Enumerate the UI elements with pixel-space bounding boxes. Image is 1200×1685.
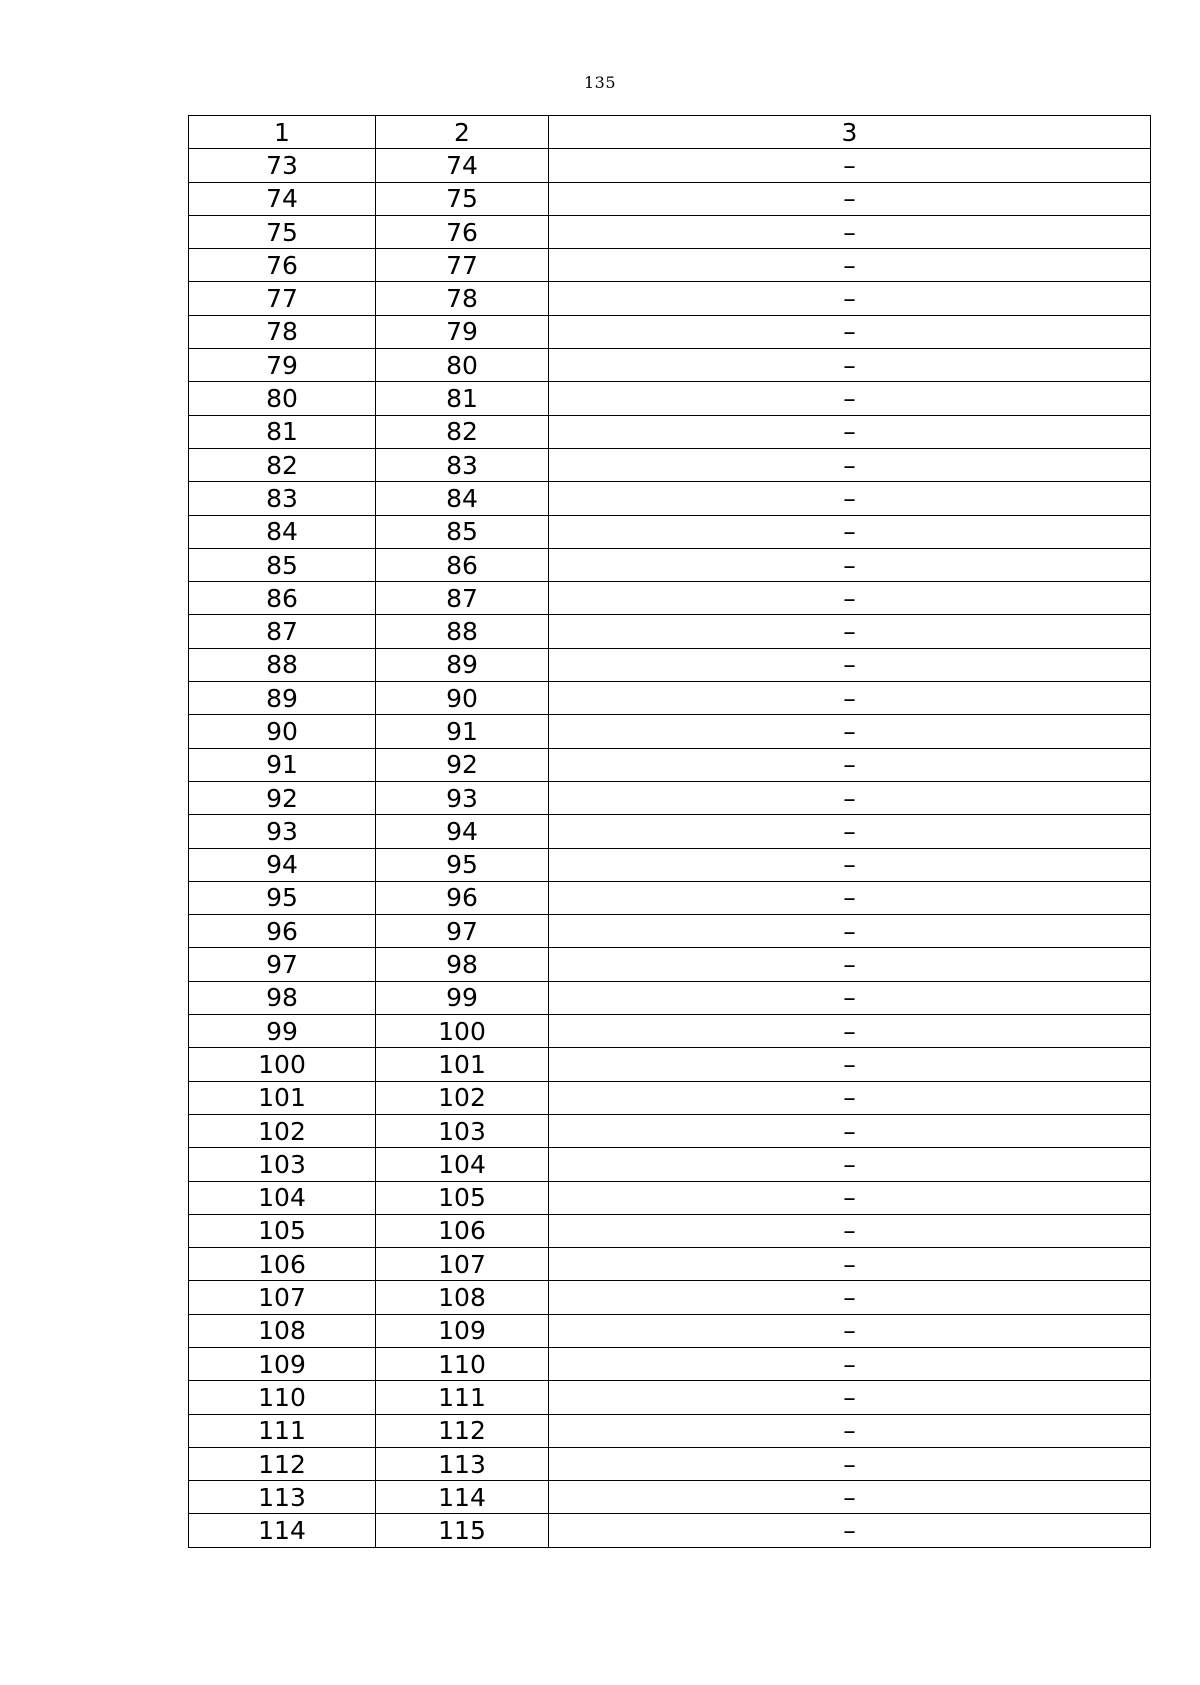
table-cell-col-3: – — [549, 1015, 1151, 1048]
table-cell-col-3: – — [549, 1447, 1151, 1480]
table-row — [189, 748, 1151, 781]
table-cell-col-3: – — [549, 682, 1151, 715]
table-cell-col-1: 86 — [189, 582, 376, 615]
table-row — [189, 1181, 1151, 1214]
header-cell-col-3: 3 — [549, 116, 1151, 149]
table-cell-col-3: – — [549, 249, 1151, 282]
table-row — [189, 249, 1151, 282]
table-row — [189, 1048, 1151, 1081]
table-cell-col-2: 111 — [376, 1381, 549, 1414]
table-cell-col-1: 75 — [189, 215, 376, 248]
table-cell-col-3: – — [549, 515, 1151, 548]
table-cell-col-3: – — [549, 848, 1151, 881]
table-row — [189, 415, 1151, 448]
table-cell-col-3: – — [549, 881, 1151, 914]
table-cell-col-3: – — [549, 615, 1151, 648]
table-cell-col-2: 78 — [376, 282, 549, 315]
table-cell-col-1: 111 — [189, 1414, 376, 1447]
table-row — [189, 1281, 1151, 1314]
table-row — [189, 382, 1151, 415]
page-number: 135 — [583, 73, 617, 92]
table-cell-col-3: – — [549, 282, 1151, 315]
table-cell-col-3: – — [549, 1081, 1151, 1114]
table-cell-col-3: – — [549, 815, 1151, 848]
table-cell-col-1: 98 — [189, 981, 376, 1014]
table-cell-col-1: 74 — [189, 182, 376, 215]
table-cell-col-3: – — [549, 482, 1151, 515]
table-cell-col-3: – — [549, 415, 1151, 448]
table-row — [189, 915, 1151, 948]
table-cell-col-3: – — [549, 1214, 1151, 1247]
table-cell-col-1: 109 — [189, 1347, 376, 1380]
table-cell-col-2: 91 — [376, 715, 549, 748]
table-row — [189, 682, 1151, 715]
table-row — [189, 815, 1151, 848]
table-cell-col-2: 110 — [376, 1347, 549, 1380]
table-cell-col-3: – — [549, 215, 1151, 248]
table-cell-col-2: 97 — [376, 915, 549, 948]
table-row — [189, 1248, 1151, 1281]
table-cell-col-2: 104 — [376, 1148, 549, 1181]
table-row — [189, 1481, 1151, 1514]
table-row — [189, 215, 1151, 248]
table-cell-col-1: 89 — [189, 682, 376, 715]
table-cell-col-2: 107 — [376, 1248, 549, 1281]
table-cell-col-2: 99 — [376, 981, 549, 1014]
table-cell-col-2: 114 — [376, 1481, 549, 1514]
table-cell-col-2: 75 — [376, 182, 549, 215]
table-cell-col-1: 80 — [189, 382, 376, 415]
table-cell-col-1: 82 — [189, 448, 376, 481]
table-cell-col-2: 86 — [376, 548, 549, 581]
table-cell-col-3: – — [549, 1414, 1151, 1447]
table-cell-col-1: 107 — [189, 1281, 376, 1314]
table-cell-col-1: 106 — [189, 1248, 376, 1281]
table-cell-col-2: 93 — [376, 781, 549, 814]
table-cell-col-1: 88 — [189, 648, 376, 681]
table-cell-col-3: – — [549, 1048, 1151, 1081]
table-cell-col-3: – — [549, 748, 1151, 781]
table-cell-col-3: – — [549, 1481, 1151, 1514]
table-cell-col-1: 87 — [189, 615, 376, 648]
table-cell-col-1: 85 — [189, 548, 376, 581]
table-row — [189, 482, 1151, 515]
table-cell-col-1: 92 — [189, 781, 376, 814]
table-cell-col-3: – — [549, 1314, 1151, 1347]
table-cell-col-2: 80 — [376, 349, 549, 382]
table-cell-col-3: – — [549, 1148, 1151, 1181]
table-row — [189, 149, 1151, 182]
table-cell-col-2: 101 — [376, 1048, 549, 1081]
table-cell-col-3: – — [549, 349, 1151, 382]
table-cell-col-1: 81 — [189, 415, 376, 448]
table-cell-col-1: 73 — [189, 149, 376, 182]
table-row — [189, 1114, 1151, 1147]
table-cell-col-2: 90 — [376, 682, 549, 715]
table-row — [189, 1314, 1151, 1347]
table-cell-col-1: 95 — [189, 881, 376, 914]
table-cell-col-2: 96 — [376, 881, 549, 914]
table-row — [189, 349, 1151, 382]
table-row — [189, 282, 1151, 315]
table-cell-col-3: – — [549, 1181, 1151, 1214]
table-row — [189, 1381, 1151, 1414]
table-cell-col-1: 101 — [189, 1081, 376, 1114]
table-cell-col-2: 95 — [376, 848, 549, 881]
table-row — [189, 981, 1151, 1014]
table-cell-col-3: – — [549, 648, 1151, 681]
table-cell-col-1: 83 — [189, 482, 376, 515]
table-row — [189, 548, 1151, 581]
table-cell-col-3: – — [549, 1248, 1151, 1281]
table-cell-col-1: 102 — [189, 1114, 376, 1147]
table-cell-col-1: 113 — [189, 1481, 376, 1514]
table-cell-col-3: – — [549, 149, 1151, 182]
table-cell-col-2: 105 — [376, 1181, 549, 1214]
table-cell-col-1: 108 — [189, 1314, 376, 1347]
table-cell-col-2: 83 — [376, 448, 549, 481]
table-cell-col-1: 105 — [189, 1214, 376, 1247]
table-cell-col-1: 96 — [189, 915, 376, 948]
table-cell-col-3: – — [549, 981, 1151, 1014]
table-row — [189, 582, 1151, 615]
table-cell-col-3: – — [549, 1381, 1151, 1414]
table-header-row — [189, 116, 1151, 149]
table-cell-col-1: 114 — [189, 1514, 376, 1547]
table-body — [189, 116, 1151, 1548]
table-row — [189, 848, 1151, 881]
table-cell-col-2: 103 — [376, 1114, 549, 1147]
table-cell-col-3: – — [549, 915, 1151, 948]
table-row — [189, 781, 1151, 814]
table-row — [189, 1148, 1151, 1181]
table-row — [189, 1414, 1151, 1447]
table-cell-col-1: 94 — [189, 848, 376, 881]
table-cell-col-2: 92 — [376, 748, 549, 781]
header-cell-col-1: 1 — [189, 116, 376, 149]
table-cell-col-2: 81 — [376, 382, 549, 415]
table-row — [189, 1081, 1151, 1114]
table-cell-col-2: 74 — [376, 149, 549, 182]
table-row — [189, 1514, 1151, 1547]
table-row — [189, 648, 1151, 681]
table-cell-col-3: – — [549, 582, 1151, 615]
table-row — [189, 448, 1151, 481]
table-cell-col-2: 84 — [376, 482, 549, 515]
table-cell-col-3: – — [549, 448, 1151, 481]
table-row — [189, 948, 1151, 981]
table-cell-col-1: 77 — [189, 282, 376, 315]
table-cell-col-2: 113 — [376, 1447, 549, 1480]
table-row — [189, 615, 1151, 648]
table-cell-col-2: 76 — [376, 215, 549, 248]
table-cell-col-1: 91 — [189, 748, 376, 781]
table-cell-col-1: 99 — [189, 1015, 376, 1048]
table-cell-col-2: 77 — [376, 249, 549, 282]
table-cell-col-2: 108 — [376, 1281, 549, 1314]
table-row — [189, 515, 1151, 548]
table-cell-col-3: – — [549, 1281, 1151, 1314]
table-cell-col-1: 93 — [189, 815, 376, 848]
table-cell-col-3: – — [549, 1514, 1151, 1547]
table-cell-col-3: – — [549, 382, 1151, 415]
table-cell-col-1: 112 — [189, 1447, 376, 1480]
table-cell-col-2: 115 — [376, 1514, 549, 1547]
table-cell-col-1: 90 — [189, 715, 376, 748]
table-row — [189, 1015, 1151, 1048]
table-cell-col-2: 98 — [376, 948, 549, 981]
table-cell-col-1: 97 — [189, 948, 376, 981]
table-cell-col-2: 102 — [376, 1081, 549, 1114]
table-row — [189, 1447, 1151, 1480]
table-cell-col-3: – — [549, 315, 1151, 348]
table-row — [189, 315, 1151, 348]
table-cell-col-1: 100 — [189, 1048, 376, 1081]
table-cell-col-3: – — [549, 182, 1151, 215]
table-cell-col-1: 103 — [189, 1148, 376, 1181]
table-row — [189, 1347, 1151, 1380]
table-cell-col-1: 84 — [189, 515, 376, 548]
table-cell-col-2: 112 — [376, 1414, 549, 1447]
table-cell-col-2: 87 — [376, 582, 549, 615]
table-row — [189, 715, 1151, 748]
table-cell-col-2: 79 — [376, 315, 549, 348]
table-cell-col-3: – — [549, 715, 1151, 748]
table-cell-col-2: 88 — [376, 615, 549, 648]
table-cell-col-3: – — [549, 1114, 1151, 1147]
table-cell-col-3: – — [549, 548, 1151, 581]
table-cell-col-1: 76 — [189, 249, 376, 282]
header-cell-col-2: 2 — [376, 116, 549, 149]
table-cell-col-2: 106 — [376, 1214, 549, 1247]
table-row — [189, 182, 1151, 215]
table-cell-col-2: 89 — [376, 648, 549, 681]
table-cell-col-3: – — [549, 948, 1151, 981]
table-cell-col-3: – — [549, 781, 1151, 814]
table-row — [189, 881, 1151, 914]
data-table — [188, 115, 1151, 1548]
table-cell-col-2: 82 — [376, 415, 549, 448]
table-cell-col-1: 104 — [189, 1181, 376, 1214]
table-cell-col-2: 85 — [376, 515, 549, 548]
table-cell-col-1: 78 — [189, 315, 376, 348]
table-cell-col-2: 100 — [376, 1015, 549, 1048]
table-cell-col-1: 79 — [189, 349, 376, 382]
table-cell-col-3: – — [549, 1347, 1151, 1380]
table-row — [189, 1214, 1151, 1247]
table-cell-col-2: 109 — [376, 1314, 549, 1347]
table-cell-col-1: 110 — [189, 1381, 376, 1414]
table-cell-col-2: 94 — [376, 815, 549, 848]
